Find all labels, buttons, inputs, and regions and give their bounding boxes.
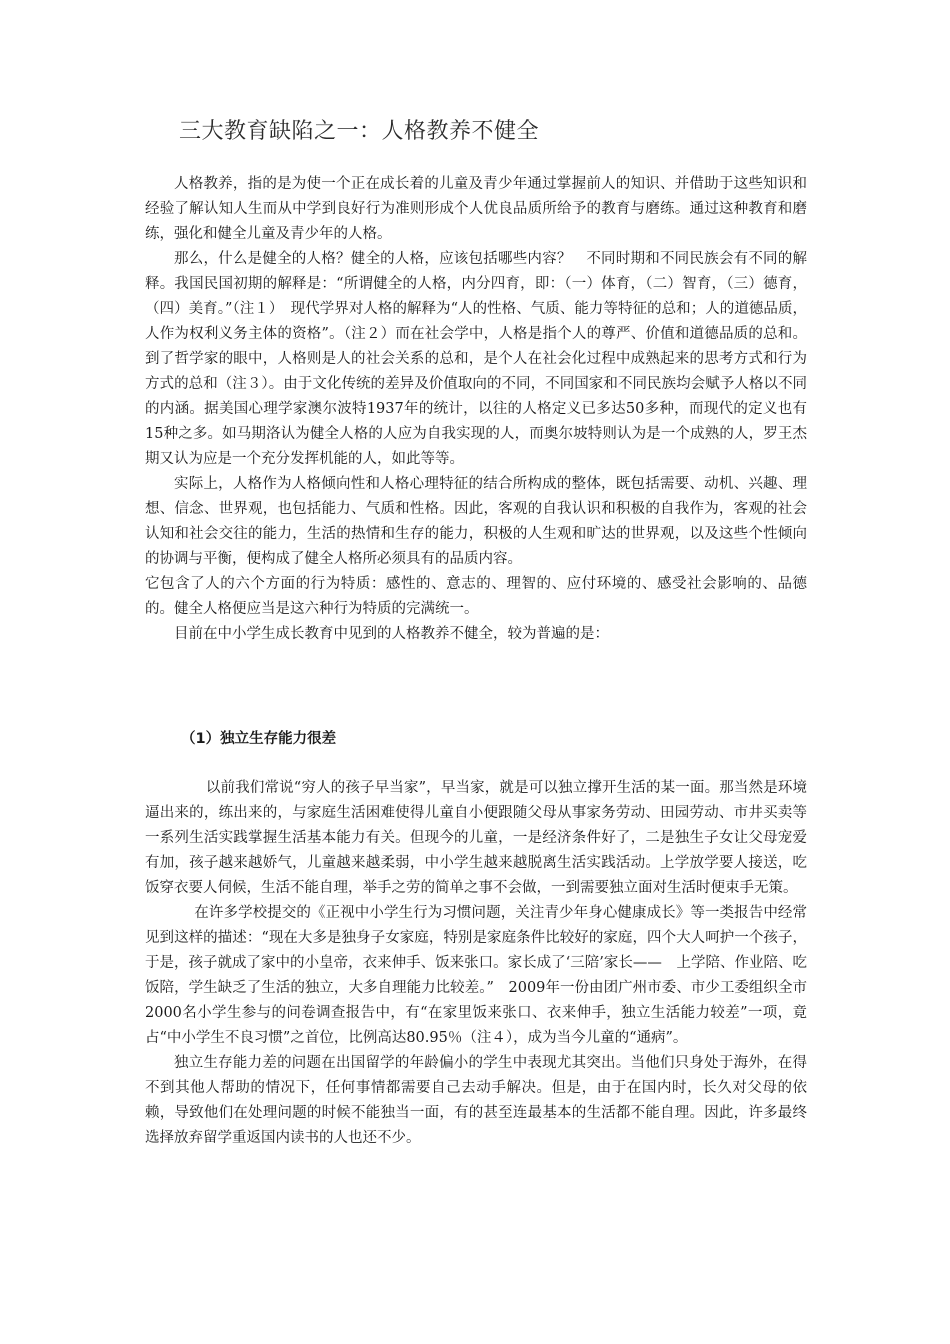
paragraph: 独立生存能力差的问题在出国留学的年龄偏小的学生中表现尤其突出。当他们只身处于海外，在得不到其他人帮助的情况下，任何事情都需要自己去动手解决。但是，由于在国内时，长久对父母的依赖，导致他们在处理问题的时候不能独当一面，有的甚至连最基本的生活都不能自理。因此，许多最终选择放弃留学重返国内读书的人也还不少。 bbox=[145, 1055, 807, 1146]
paragraph: 人格教养，指的是为使一个正在成长着的儿童及青少年通过掌握前人的知识、并借助于这些知识和经验了解认知人生而从中学到良好行为准则形成个人优良品质所给予的教育与磨练。通过这种教育和磨练，强化和健全儿童及青少年的人格。 bbox=[145, 176, 807, 242]
section-intro bbox=[145, 172, 807, 647]
paragraph: 那么，什么是健全的人格？健全的人格，应该包括哪些内容？ 不同时期和不同民族会有不同的解释。我国民国初期的解释是：“所谓健全的人格，内分四育，即：（一）体育，（二）智育，（三）德育，（四）美育。”（注１） 现代学界对人格的解释为“人的性格、气质、能力等特征的总和；人的道德品质，人作为权利义务主体的资格”。（注２）而在社会学中，人格是指个人的尊严、价值和道德品质的总和。到了哲学家的眼中，人格则是人的社会关系的总和，是个人在社会化过程中成熟起来的思考方式和行为方式的总和（注３）。由于文化传统的差异及价值取向的不同，不同国家和不同民族均会赋予人格以不同的内涵。据美国心理学家澳尔波特1937年的统计，以往的人格定义已多达50多种，而现代的定义也有15种之多。如马期洛认为健全人格的人应为自我实现的人，而奥尔坡特则认为是一个成熟的人，罗王杰期又认为应是一个充分发挥机能的人，如此等等。 bbox=[145, 251, 807, 467]
section-independence bbox=[145, 776, 807, 1151]
paragraph: 目前在中小学生成长教育中见到的人格教养不健全，较为普遍的是： bbox=[174, 626, 609, 642]
paragraph: 它包含了人的六个方面的行为特质：感性的、意志的、理智的、应付环境的、感受社会影响的、品德的。健全人格便应当是这六种行为特质的完满统一。 bbox=[145, 576, 807, 617]
paragraph: 实际上，人格作为人格倾向性和人格心理特征的结合所构成的整体，既包括需要、动机、兴趣、理想、信念、世界观，也包括能力、气质和性格。因此，客观的自我认识和积极的自我作为，客观的社会认知和社会交往的能力，生活的热情和生存的能力，积极的人生观和旷达的世界观，以及这些个性倾向的协调与平衡，便构成了健全人格所必须具有的品质内容。 bbox=[145, 476, 807, 567]
paragraph: 在许多学校提交的《正视中小学生行为习惯问题，关注青少年身心健康成长》等一类报告中经常见到这样的描述：“现在大多是独身子女家庭，特别是家庭条件比较好的家庭，四个大人呵护一个孩子，于是，孩子就成了家中的小皇帝，衣来伸手、饭来张口。家长成了‘三陪’家长—— 上学陪、作业陪、吃饭陪，学生缺乏了生活的独立，大多自理能力比较差。” 2009年一份由团广州市委、市少工委组织全市2000名小学生参与的问卷调查报告中，有“在家里饭来张口、衣来伸手，独立生活能力较差”一项，竟占“中小学生不良习惯”之首位，比例高达80.95％（注４），成为当今儿童的“通病”。 bbox=[145, 905, 807, 1046]
section-heading: （1）独立生存能力很差 bbox=[181, 731, 337, 747]
paragraph: 以前我们常说“穷人的孩子早当家”，早当家，就是可以独立撑开生活的某一面。那当然是环境逼出来的，练出来的，与家庭生活困难使得儿童自小便跟随父母从事家务劳动、田园劳动、市井买卖等一系列生活实践掌握生活基本能力有关。但现今的儿童，一是经济条件好了，二是独生子女让父母宠爱有加，孩子越来越娇气，儿童越来越柔弱，中小学生越来越脱离生活实践活动。上学放学要人接送，吃饭穿衣要人伺候，生活不能自理，举手之劳的简单之事不会做，一到需要独立面对生活时便束手无策。 bbox=[145, 780, 807, 896]
page-title: 三大教育缺陷之一：人格教养不健全 bbox=[179, 119, 540, 144]
